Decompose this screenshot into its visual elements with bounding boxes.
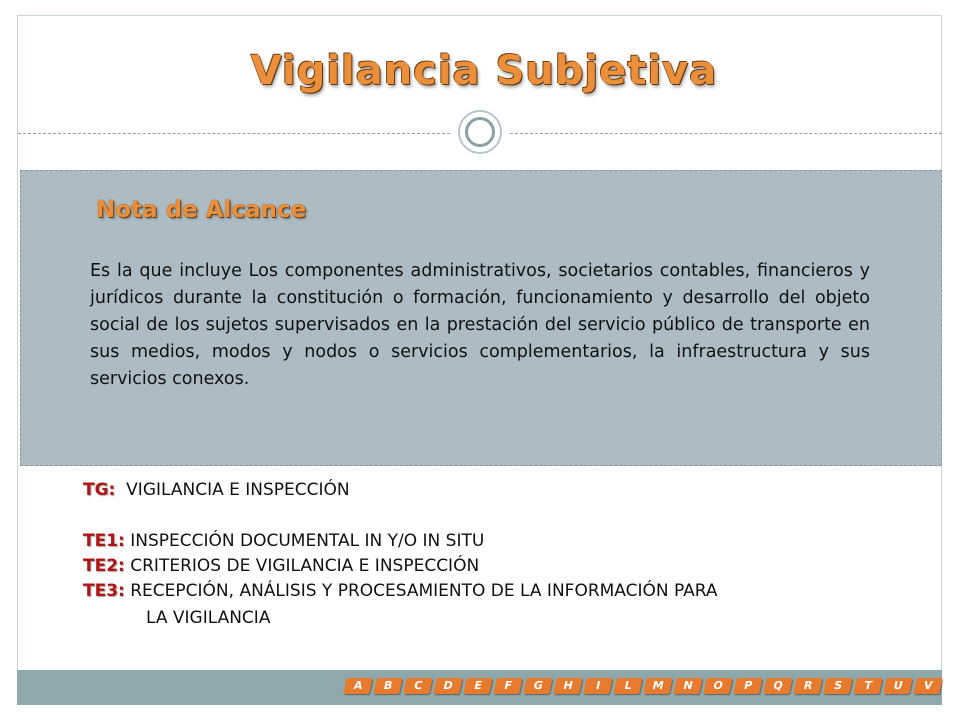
slide-title-text: Vigilancia Subjetiva	[250, 48, 718, 94]
index-letter-l[interactable]: L	[613, 678, 642, 694]
index-letter-a[interactable]: A	[343, 678, 372, 694]
index-letter-h[interactable]: H	[553, 678, 582, 694]
code-tag: TE2:	[83, 556, 125, 576]
index-letter-q[interactable]: Q	[763, 678, 792, 694]
index-letter-v[interactable]: V	[913, 678, 942, 694]
index-letter-b[interactable]: B	[373, 678, 402, 694]
code-text: RECEPCIÓN, ANÁLISIS Y PROCESAMIENTO DE LA INFORMACIÓN PARA	[130, 581, 718, 601]
index-letter-d[interactable]: D	[433, 678, 462, 694]
index-letter-s[interactable]: S	[823, 678, 852, 694]
index-letter-t[interactable]: T	[853, 678, 882, 694]
code-text: CRITERIOS DE VIGILANCIA E INSPECCIÓN	[130, 556, 480, 576]
scope-note-body: Es la que incluye Los componentes administrativos, societarios contables, financieros y jurídicos durante la constitución o formación, funcionamiento y desarrollo del objeto social de los sujetos supervisados en la prestación del servicio público de transporte en sus medios, modos y nodos o servicios complementarios, la infraestructura y sus servicios conexos.	[90, 261, 870, 389]
code-text: INSPECCIÓN DOCUMENTAL IN Y/O IN SITU	[130, 531, 485, 551]
code-text: VIGILANCIA E INSPECCIÓN	[126, 480, 350, 500]
index-letter-p[interactable]: P	[733, 678, 762, 694]
divider-right	[510, 133, 942, 134]
index-letter-c[interactable]: C	[403, 678, 432, 694]
code-line-tg	[83, 480, 350, 500]
index-letter-m[interactable]: M	[643, 678, 672, 694]
code-line-te2	[83, 556, 479, 576]
index-letter-u[interactable]: U	[883, 678, 912, 694]
code-tag: TG:	[83, 480, 116, 500]
index-letter-o[interactable]: O	[703, 678, 732, 694]
divider-left	[18, 133, 450, 134]
code-line-te3	[83, 581, 718, 601]
index-letter-g[interactable]: G	[523, 678, 552, 694]
alphabet-index-nav	[345, 678, 941, 694]
code-line-te3-continuation: LA VIGILANCIA	[146, 608, 271, 628]
index-letter-r[interactable]: R	[793, 678, 822, 694]
index-letter-f[interactable]: F	[493, 678, 522, 694]
code-line-te1	[83, 531, 484, 551]
code-tag: TE3:	[83, 581, 125, 601]
ring-ornament-icon	[458, 110, 502, 154]
code-tag: TE1:	[83, 531, 125, 551]
index-letter-n[interactable]: N	[673, 678, 702, 694]
slide-title	[0, 48, 960, 94]
scope-note-heading: Nota de Alcance	[96, 197, 307, 223]
index-letter-e[interactable]: E	[463, 678, 492, 694]
index-letter-i[interactable]: I	[583, 678, 612, 694]
